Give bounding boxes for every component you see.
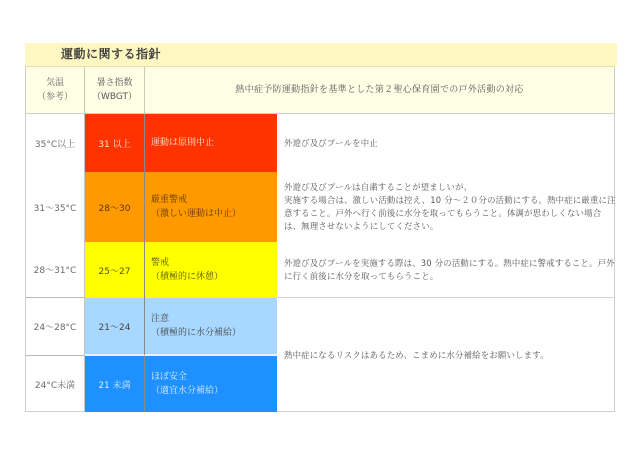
guideline-table <box>25 66 615 412</box>
row-1-temperature: 35°C以上 <box>26 114 85 172</box>
row-1-wbgt <box>85 114 145 172</box>
row-1-level-label: 運動は原則中止 <box>151 138 215 148</box>
row-2-level <box>145 172 277 242</box>
row-2-level-label: 厳重警戒 <box>151 195 188 205</box>
header-temperature-label: 気温 <box>45 78 64 88</box>
row-5-level-label: ほぼ安全 <box>151 372 188 382</box>
header-wbgt <box>85 67 145 114</box>
row-1-level <box>145 114 277 172</box>
row-5-wbgt-value: 21 未満 <box>98 380 131 391</box>
row-5-wbgt <box>85 356 145 412</box>
row-5-level-note: （適宜水分補給） <box>151 386 224 396</box>
row-5-level <box>145 356 277 412</box>
row-4-level-note: （積極的に水分補給） <box>151 328 242 338</box>
row-2-action <box>277 172 614 242</box>
row-4-wbgt-value: 21～24 <box>98 322 131 333</box>
row-2-wbgt-value: 28～30 <box>98 203 131 214</box>
row-3-action-line: 外遊び及びプールを実施する際は、30 分の活動にする。熱中症に警戒すること。戸外 <box>284 257 615 268</box>
row-2-action-line: 実施する場合は、激しい活動は控え、10 分～２０分の活動にする。熱中症に厳重に注 <box>284 195 616 205</box>
row-4-level <box>145 298 277 356</box>
header-wbgt-label: 暑さ指数 <box>96 78 133 88</box>
row-4-5-action <box>277 298 614 412</box>
row-2-level-note: （激しい運動は中止） <box>151 209 242 219</box>
row-1-action <box>277 114 614 172</box>
header-temperature-note: （参考） <box>36 92 73 102</box>
header-guideline-label: 熱中症予防運動指針を基準とした第２聖心保育園での戸外活動の対応 <box>235 85 524 95</box>
row-3-level-label: 警戒 <box>151 258 170 268</box>
row-3-level <box>145 242 277 298</box>
row-2-action-line: は、無理させないようにしてください。 <box>284 221 439 231</box>
row-3-wbgt-value: 25～27 <box>98 266 131 277</box>
header-wbgt-note: （WBGT） <box>91 92 138 102</box>
row-4-wbgt <box>85 298 145 356</box>
row-2-wbgt <box>85 172 145 242</box>
row-3-wbgt <box>85 242 145 298</box>
row-4-temperature: 24～28°C <box>26 298 85 356</box>
page-title: 運動に関する指針 <box>25 43 617 66</box>
row-3-temperature: 28～31°C <box>26 242 85 298</box>
row-2-temperature: 31～35°C <box>26 172 85 242</box>
header-guideline <box>145 67 614 114</box>
row-4-level-label: 注意 <box>151 314 170 324</box>
row-3-action <box>277 242 614 298</box>
row-1-wbgt-value: 31 以上 <box>98 139 131 150</box>
row-3-action-line: に行く前後に水分を取ってもらうこと。 <box>284 270 439 281</box>
row-3-level-note: （積極的に休憩） <box>151 272 224 282</box>
row-5-temperature: 24°C未満 <box>26 356 85 412</box>
header-temperature <box>26 67 85 114</box>
row-2-action-line: 意すること。戸外へ行く前後に水分を取ってもらうこと。体調が思わしくない場合 <box>284 208 602 218</box>
row-1-action-line: 外遊び及びプールを中止 <box>284 137 378 148</box>
row-2-action-line: 外遊び及びプールは自粛することが望ましいが、 <box>284 182 473 192</box>
row-4-5-action-line: 熱中症になるリスクはあるため、こまめに水分補給をお願いします。 <box>284 349 549 360</box>
